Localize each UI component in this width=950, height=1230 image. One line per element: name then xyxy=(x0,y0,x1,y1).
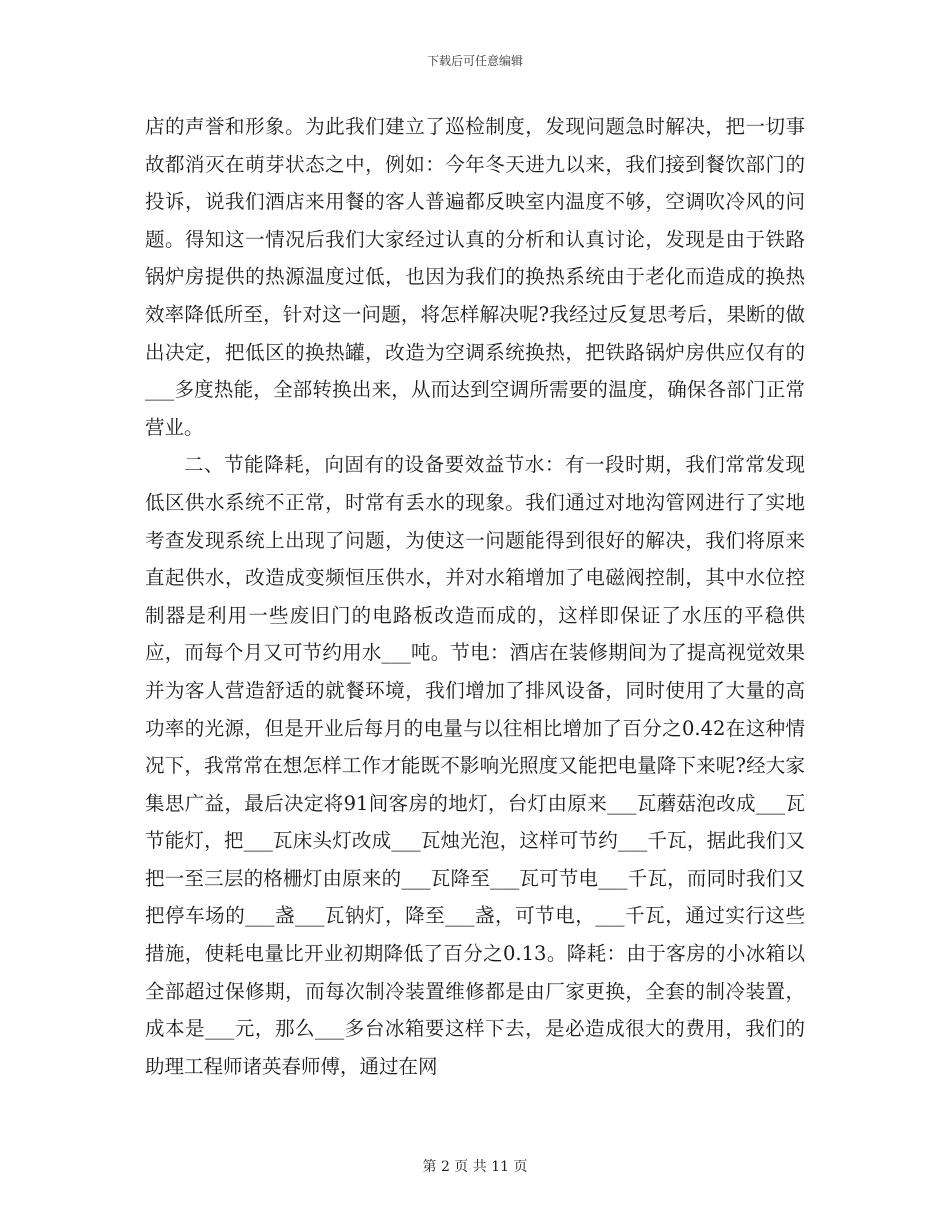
document-body xyxy=(145,108,805,1085)
page-header: 下载后可任意编辑 xyxy=(426,54,523,68)
page-footer: 第 2 页 共 11 页 xyxy=(422,1159,528,1175)
paragraph-2: 二、节能降耗，向固有的设备要效益节水：有一段时期，我们常常发现低区供水系统不正常，时常有丢水的现象。我们通过对地沟管网进行了实地考查发现系统上出现了问题，为使这一问题能得到很好的解决，我们将原来直起供水，改造成变频恒压供水，并对水箱增加了电磁阀控制，其中水位控制器是利用一些废旧门的电路板改造而成的，这样即保证了水压的平稳供应，而每个月又可节约用水___吨。节电：酒店在装修期间为了提高视觉效果并为客人营造舒适的就餐环境，我们增加了排风设备，同时使用了大量的高功率的光源，但是开业后每月的电量与以往相比增加了百分之0.42在这种情况下，我常常在想怎样工作才能既不影响光照度又能把电量降下来呢?经大家集思广益，最后决定将91间客房的地灯，台灯由原来___瓦蘑菇泡改成___瓦节能灯，把___瓦床头灯改成___瓦烛光泡，这样可节约___千瓦，据此我们又把一至三层的格栅灯由原来的___瓦降至___瓦可节电___千瓦，而同时我们又把停车场的___盏___瓦钠灯，降至___盏，可节电，___千瓦，通过实行这些措施，使耗电量比开业初期降低了百分之0.13。降耗：由于客房的小冰箱以全部超过保修期，而每次制冷装置维修都是由厂家更换，全套的制冷装置，成本是___元，那么___多台冰箱要这样下去，是必造成很大的费用，我们的助理工程师诸英春师傅，通过在网 xyxy=(145,453,805,1078)
paragraph-1: 店的声誉和形象。为此我们建立了巡检制度，发现问题急时解决，把一切事故都消灭在萌芽状态之中，例如：今年冬天进九以来，我们接到餐饮部门的投诉，说我们酒店来用餐的客人普遍都反映室内温度不够，空调吹冷风的问题。得知这一情况后我们大家经过认真的分析和认真讨论，发现是由于铁路锅炉房提供的热源温度过低，也因为我们的换热系统由于老化而造成的换热效率降低所至，针对这一问题，将怎样解决呢?我经过反复思考后，果断的做出决定，把低区的换热罐，改造为空调系统换热，把铁路锅炉房供应仅有的___多度热能，全部转换出来，从而达到空调所需要的温度，确保各部门正常营业。 xyxy=(145,115,805,439)
